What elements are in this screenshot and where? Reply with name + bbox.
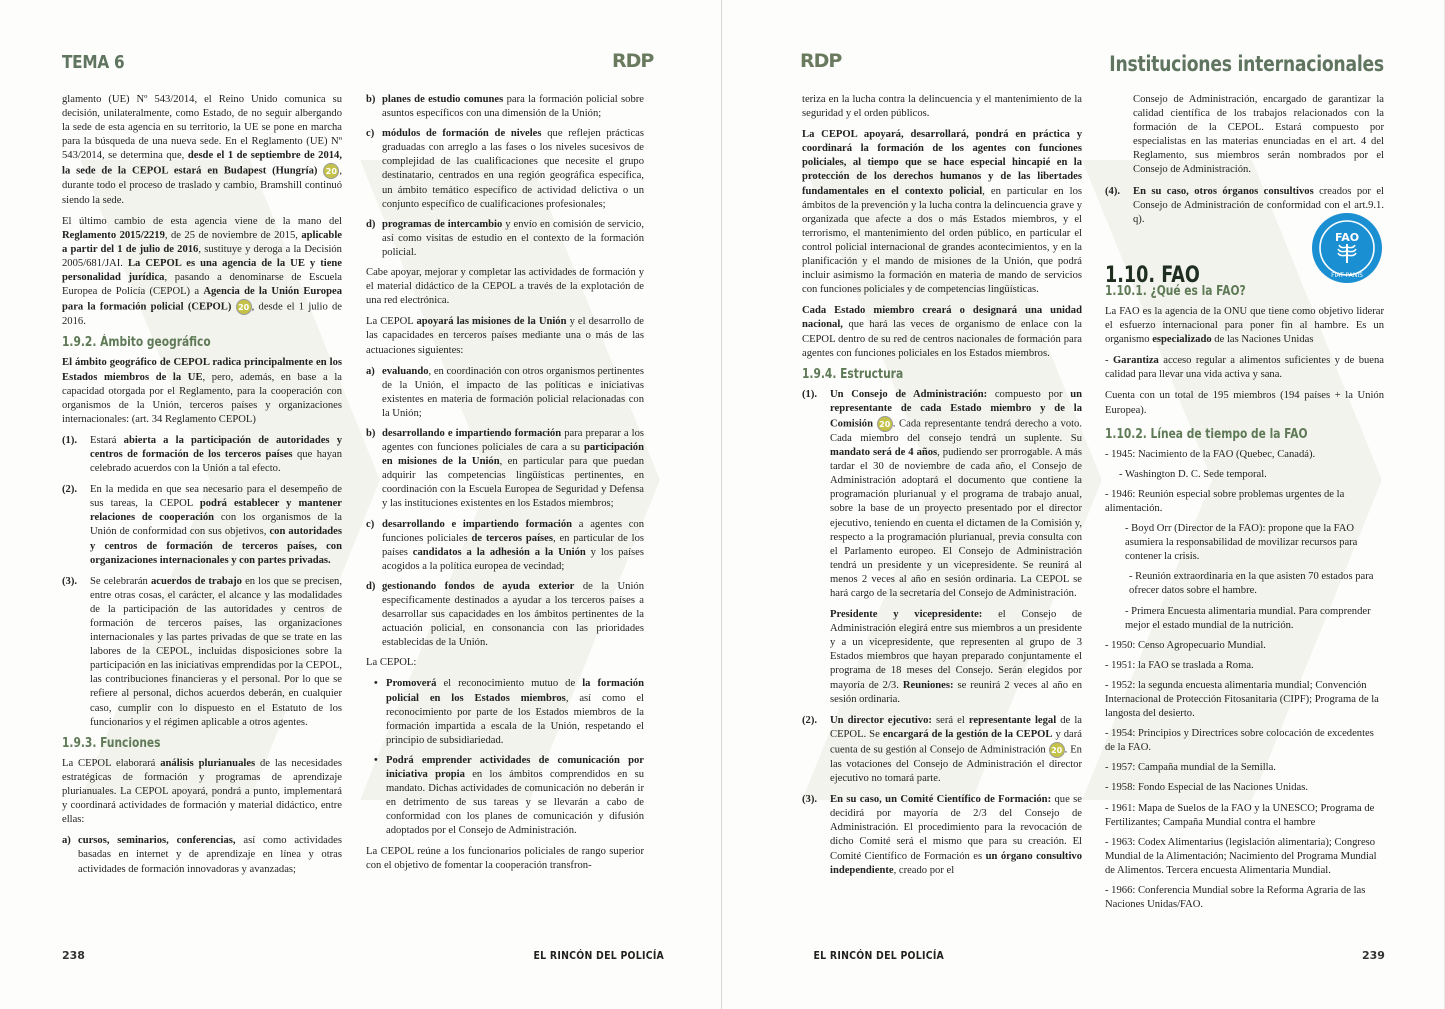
timeline-item: - 1954: Principios y Directrices sobre colocación de excedentes de la FAO.: [1105, 728, 1374, 754]
list-item: (3). Se celebrarán acuerdos de trabajo en los que se precisen, entre otras cosas, el carácter, el alcance y las modalidades de la participación de las autoridades y centros de formación de terceros países, las organizaciones internacionales y las partes privadas de que se trate en las labores de la CEPOL, incluidas disposiciones sobre la participación en las iniciativas emprendidas por la CEPOL, las contribuciones financieras y el personal. Por lo que se refiere al personal, dichos acuerdos deberán, en cualquier caso, cumplir con lo dispuesto en el Estatuto de los funcionarios y el régimen aplicable a otros agentes.: [62, 575, 342, 728]
timeline-item: - 1950: Censo Agropecuario Mundial.: [1105, 639, 1266, 651]
fao-logo-ring: FIAT PANIS: [1331, 271, 1363, 279]
timeline-item: - 1966: Conferencia Mundial sobre la Reforma Agraria de las Naciones Unidas/FAO.: [1105, 885, 1366, 911]
column-left-2: [366, 93, 644, 880]
paragraph: glamento (UE) Nº 543/2014, el Reino Unido comunica su decisión, unilateralmente, como Estado, de no seguir albergando la sede de esta agencia en su territorio, la UE se pone en marcha para la búsqueda de una nueva sede. En el Reglamento (UE) Nº 543/2014, se determina que, desde el 1 de septiembre de 2014, la sede de la CEPOL estará en Budapest (Hungría) 20 , durante todo el proceso de traslado y cambio, Bramshill continuó siendo la sede.: [62, 94, 342, 206]
page-number: 239: [1362, 949, 1385, 962]
page-238: [0, 0, 722, 1009]
timeline-item: - 1963: Codex Alimentarius (legislación alimentaria); Congreso Mundial de la Alimentación; Nacimiento del Programa Mundial de Alimentos. Tercera encuesta Alimentaria Mundial.: [1105, 836, 1377, 876]
section-heading: 1.10.2. Línea de tiempo de la FAO: [1105, 426, 1308, 442]
bullet-item: • Promoverá el reconocimiento mutuo de la formación policial en los Estados miembros, así como el reconocimiento por parte de los Estados miembros de la formación impartida a escala de la Unión, respetando el principio de subsidiariedad.: [374, 678, 644, 746]
list-item: d) programas de intercambio y envío en comisión de servicio, así como visitas de estudio en el contexto de la formación policial.: [366, 218, 644, 258]
timeline-item: - Boyd Orr (Director de la FAO): propone que la FAO asumiera la responsabilidad de movilizar recursos para contener la crisis.: [1125, 523, 1358, 563]
rdp-logo: [612, 50, 653, 72]
section-title: Instituciones internacionales: [1109, 52, 1384, 76]
badge-icon: 20: [323, 163, 339, 179]
fao-header: [1105, 230, 1384, 288]
paragraph: La FAO es la agencia de la ONU que tiene como objetivo liderar el esfuerzo internacional para poner fin al hambre. Es un organismo especializado de las Naciones Unidas: [1105, 305, 1384, 346]
timeline-item: - Reunión extraordinaria en la que asisten 70 estados para ofrecer datos sobre el hambre.: [1129, 571, 1374, 597]
timeline-item: - Washington D. C. Sede temporal.: [1119, 468, 1267, 480]
rdp-logo-text: RDP: [612, 50, 654, 72]
fao-logo-icon: [1310, 211, 1384, 285]
timeline-item: - 1946: Reunión especial sobre problemas urgentes de la alimentación.: [1105, 488, 1345, 514]
section-heading: 1.10.1. ¿Qué es la FAO?: [1105, 283, 1246, 299]
column-right-1: [802, 93, 1082, 885]
list-item: d) gestionando fondos de ayuda exterior de la Unión específicamente destinados a ayudar a los terceros países a desarrollar sus capacidades en los ámbitos pertinentes de la actuación policial, en consonancia con las prioridades establecidas de la Unión.: [366, 580, 644, 649]
column-right-2: [1105, 93, 1384, 918]
paragraph: La CEPOL reúne a los funcionarios policiales de rango superior con el objetivo de fomentar la cooperación transfron-: [366, 845, 644, 871]
paragraph: La CEPOL apoyará, desarrollará, pondrá en práctica y coordinará la formación de los agentes con funciones policiales, al tiempo que se hace especial hincapié en la protección de los derechos humanos y de las libertades fundamentales en el contexto policial, en particular en los ámbitos de la prevención y la lucha contra la delincuencia grave y organizada que afecte a dos o más Estados miembros, y el terrorismo, el mantenimiento del orden público, en particular el control policial internacional de grandes acontecimientos, y en la planificación y el mando de misiones de la Unión, que podrá incluir asimismo la formación en materia de mando de servicios con funciones policiales y de competencias lingüísticas.: [802, 129, 1082, 296]
badge-icon: 20: [1049, 742, 1065, 758]
list-item: (1). Un Consejo de Administración: compuesto por un representante de cada Estado miembro y de la Comisión 20 . Cada representante tendrá derecho a voto. Cada miembro del consejo tendrá un suplente. Su mandato será de 4 años, pudiendo ser prorrogable. A más tardar el 30 de noviembre de cada año, el Consejo de Administración adoptará el documento que contiene la programación plurianual y el programa de trabajo anual, sobre la base de un proyecto presentado por el director ejecutivo, teniendo en cuenta el dictamen de la Comisión y, respecto a la programación plurianual, previa consulta con el Parlamento europeo. El Consejo de Administración tendrá un presidente y un vicepresidente. Se reunirá al menos 2 veces al año en sesión ordinaria. La CEPOL se hará cargo de la secretaría del Consejo de Administración. Presidente y vicepresidente: el Consejo de Administración elegirá entre sus miembros a un presidente y a un vicepresidente, que representen al grupo de 3 Estados miembros que hayan preparado conjuntamente el programa de 18 meses del Consejo. Serán elegidos por mayoría de 2/3. Reuniones: se reunirá 2 veces al año en sesión ordinaria.: [802, 388, 1083, 705]
paragraph: Consejo de Administración, encargado de garantizar la calidad científica de los trabajos relacionados con la formación de la CEPOL. Estará compuesto por especialistas en las materias enunciadas en el art. 4 del Reglamento, sus miembros serán nombrados por el Consejo de Administración.: [1133, 94, 1384, 176]
paragraph: El último cambio de esta agencia viene de la mano del Reglamento 2015/2219, de 25 de noviembre de 2015, aplicable a partir del 1 de julio de 2016, sustituye y deroga a la Decisión 2005/681/JAI. La CEPOL es una agencia de la UE y tiene personalidad jurídica, pasando a denominarse de Escuela Europea de Policía (CEPOL) a Agencia de la Unión Europea para la formación policial (CEPOL) 20 , desde el 1 julio de 2016.: [62, 215, 342, 328]
page-239: [722, 0, 1444, 1009]
bullet-item: • Podrá emprender actividades de comunicación por iniciativa propia en los ámbitos comprendidos en su mandato. Dichas actividades de comunicación no deberán ir en detrimento de sus tareas y se llevarán a cabo de conformidad con los planes de comunicación y difusión adoptados por el Consejo de Administración.: [374, 754, 644, 837]
list-item: c) módulos de formación de niveles que reflejen prácticas graduadas con arreglo a las fases o los niveles sucesivos de complejidad de las cualificaciones que necesite el grupo destinatario, centrados en una región geográfica específica, un ámbito temático específico de actividad delictiva o un conjunto específico de cualificaciones profesionales;: [366, 128, 644, 210]
list-item: (2). Un director ejecutivo: será el representante legal de la CEPOL. Se encargará de la gestión de la CEPOL y dará cuenta de su gestión al Consejo de Administración 20 . En las votaciones del Consejo de Administración el director ejecutivo no tomará parte.: [802, 714, 1082, 785]
paragraph: Cuenta con un total de 195 miembros (194 países + la Unión Europea).: [1105, 390, 1384, 416]
badge-icon: 20: [877, 416, 893, 432]
list-item: (3). En su caso, un Comité Científico de Formación: que se decidirá por mayoría de 2/3 del Consejo de Administración. El procedimiento para la revocación de dicho Comité será el mismo que para su creación. El Comité Científico de Formación es un órgano consultivo independiente, creado por el: [802, 794, 1082, 876]
badge-icon: 20: [236, 299, 252, 315]
rdp-logo-text: RDP: [800, 50, 842, 72]
section-heading: 1.9.3. Funciones: [62, 735, 161, 751]
paragraph: Cada Estado miembro creará o designará una unidad nacional, que hará las veces de organismo de enlace con la CEPOL dentro de su red de centros nacionales de formación para agentes con funciones policiales en los Estados miembros.: [802, 305, 1082, 359]
timeline-item: - 1958: Fondo Especial de las Naciones Unidas.: [1105, 782, 1309, 794]
list-item: (2). En la medida en que sea necesario para el desempeño de sus tareas, la CEPOL podrá establecer y mantener relaciones de cooperación con los organismos de la Unión de conformidad con sus objetivos, con autoridades y centros de formación de terceros países, con organizaciones internacionales y con partes privadas.: [62, 484, 342, 566]
footer-brand: EL RINCÓN DEL POLICÍA: [533, 949, 665, 962]
list-item: a) evaluando, en coordinación con otros organismos pertinentes de la Unión, el impacto de las políticas e iniciativas existentes en materia de formación policial relacionadas con la Unión;: [366, 365, 644, 419]
paragraph: teriza en la lucha contra la delincuencia y el mantenimiento de la seguridad y el orden públicos.: [802, 94, 1082, 120]
paragraph: La CEPOL elaborará análisis plurianuales de las necesidades estratégicas de formación y programas de aprendizaje plurianuales. La CEPOL apoyará, pondrá a punto, implementará y coordinará actividades de formación y material didáctico, entre ellas:: [62, 757, 343, 826]
list-item: c) desarrollando e impartiendo formación a agentes con funciones policiales de terceros países, en particular de los países candidatos a la adhesión a la Unión y los países acogidos a la política europea de vecindad;: [366, 518, 645, 572]
page-number: 238: [62, 949, 85, 962]
list-item: b) desarrollando e impartiendo formación para preparar a los agentes con funciones policiales de cara a su participación en misiones de la Unión, en particular para que puedan adquirir las competencias lingüísticas pertinentes, en coordinación con la Escuela Europea de Seguridad y Defensa y las instituciones existentes en los Estados miembros;: [366, 427, 644, 510]
timeline-item: - 1952: la segunda encuesta alimentaria mundial; Convención Internacional de Protección Fitosanitaria (CIPF); Programa de la langosta del desierto.: [1105, 679, 1379, 720]
paragraph: La CEPOL:: [366, 657, 417, 669]
timeline-item: - Primera Encuesta alimentaria mundial. Para comprender mejor el estado mundial de la nutrición.: [1125, 605, 1371, 631]
timeline-item: - 1945: Nacimiento de la FAO (Quebec, Canadá).: [1105, 448, 1316, 460]
timeline-list: [1105, 448, 1384, 913]
list-item: (1). Estará abierta a la participación de autoridades y centros de formación de los terceros países que hayan celebrado acuerdos con la Unión a tal efecto.: [62, 434, 342, 475]
fao-logo-letters: FAO: [1334, 230, 1360, 244]
paragraph: El ámbito geográfico de CEPOL radica principalmente en los Estados miembros de la UE, pero, además, en base a la capacidad otorgada por el Reglamento, para la cooperación con organismos de la Unión, terceros países y organizaciones internacionales: (art. 34 Reglamento CEPOL): [62, 357, 342, 425]
timeline-item: - 1961: Mapa de Suelos de la FAO y la UNESCO; Programa de Fertilizantes; Campaña Mundial contra el hambre: [1105, 802, 1375, 828]
rdp-logo: [800, 50, 841, 72]
section-heading: 1.9.4. Estructura: [802, 366, 904, 382]
chapter-heading: 1.10. FAO: [1105, 262, 1200, 288]
list-item: a) cursos, seminarios, conferencias, así como actividades basadas en internet y de aprendizaje en línea y otras actividades de formación innovadoras y avanzadas;: [62, 835, 342, 875]
timeline-item: - 1951: la FAO se traslada a Roma.: [1105, 659, 1254, 671]
footer-brand: EL RINCÓN DEL POLICÍA: [813, 949, 945, 962]
section-heading: 1.9.2. Ámbito geográfico: [62, 335, 211, 351]
chapter-label: TEMA 6: [62, 52, 125, 73]
paragraph: Cabe apoyar, mejorar y completar las actividades de formación y el material didáctico de la CEPOL a través de la explotación de una red electrónica.: [366, 267, 644, 307]
column-left-1: [62, 93, 342, 883]
paragraph: La CEPOL apoyará las misiones de la Unión y el desarrollo de las capacidades en terceros países mediante una o más de las actuaciones siguientes:: [366, 316, 645, 356]
timeline-item: - 1957: Campaña mundial de la Semilla.: [1105, 762, 1276, 774]
paragraph: - Garantiza acceso regular a alimentos suficientes y de buena calidad para llevar una vida activa y sana.: [1105, 355, 1385, 381]
list-item: (4). En su caso, otros órganos consultivos creados por el Consejo de Administración de conformidad con el art.9.1. q).: [1105, 185, 1384, 225]
list-item: b) planes de estudio comunes para la formación policial sobre asuntos específicos con una dimensión de la Unión;: [366, 94, 644, 120]
